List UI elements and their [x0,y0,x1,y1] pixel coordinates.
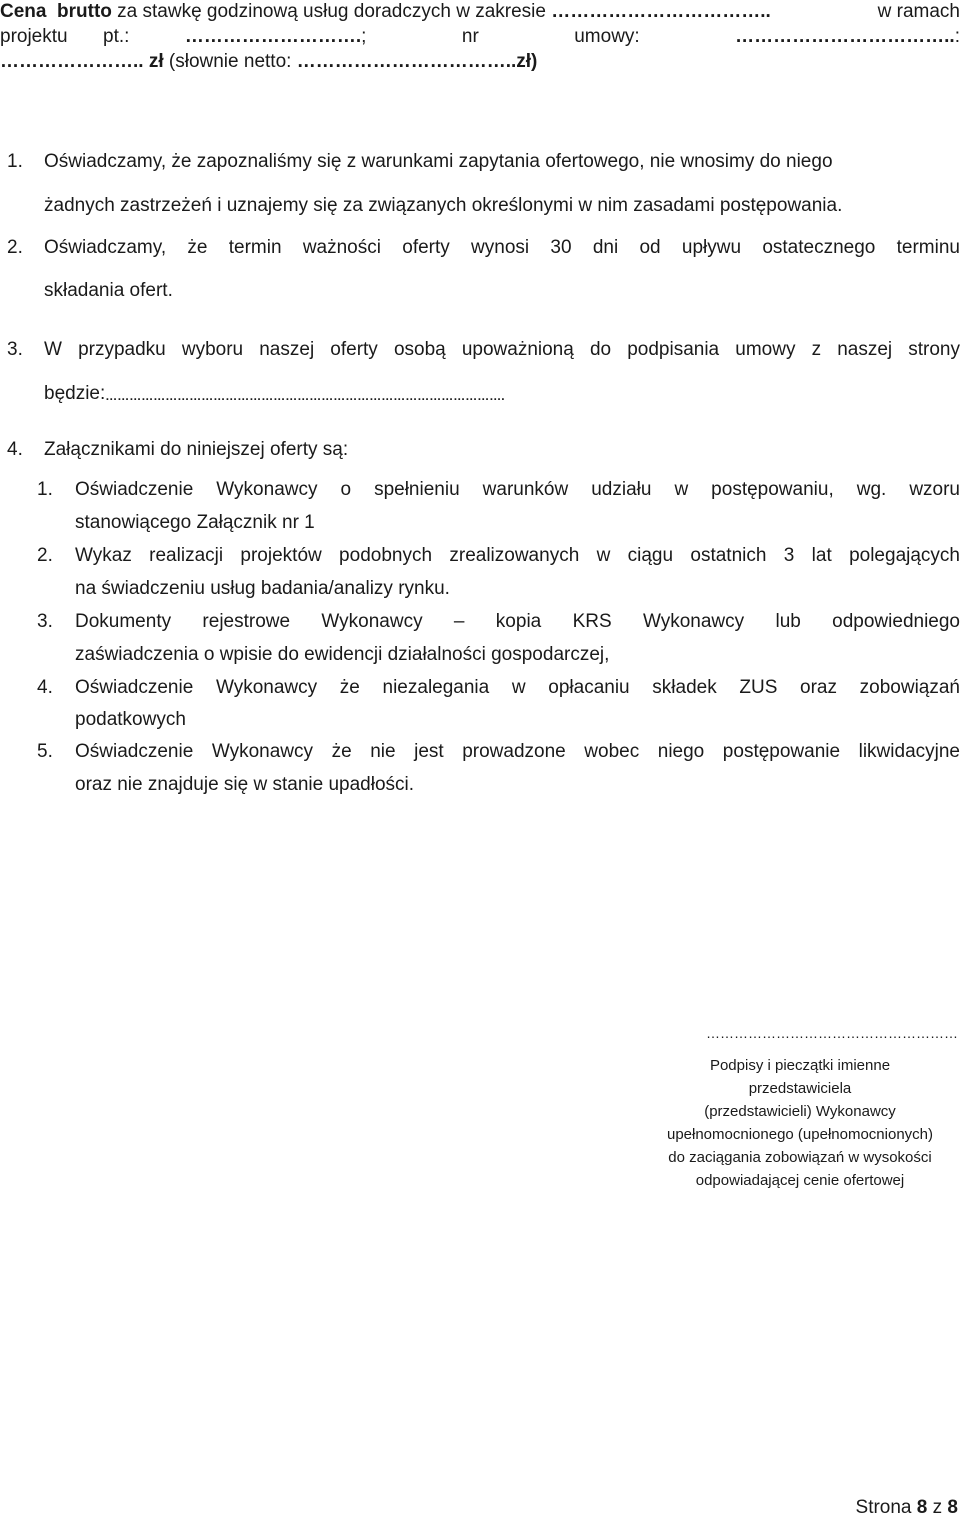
attachment-number: 1. [37,479,53,500]
total-pages: 8 [947,1497,958,1518]
declaration-text: składania ofert. [44,280,173,301]
declaration-1-line-1 [7,151,960,173]
price-label: Cena brutto [0,1,112,22]
attachment-number: 4. [37,677,53,698]
project-title-label: pt.: [103,26,130,47]
attachment-text: Dokumenty rejestrowe Wykonawcy – kopia KRS Wykonawcy lub odpowiedniego [75,611,960,632]
project-label: projektu [0,26,68,47]
attachment-text: Oświadczenie Wykonawcy że niezalegania w opłacaniu składek ZUS oraz zobowiązań [75,677,960,698]
declaration-3-line-1 [7,339,960,361]
declaration-number: 4. [7,439,23,460]
price-text: za stawkę godzinową usług doradczych w zakresie [111,1,552,22]
attachment-number: 2. [37,545,53,566]
attachment-3-line-2 [75,644,609,666]
declaration-3-line-2 [44,383,960,409]
separator: ; [361,26,367,47]
declaration-1-line-2 [44,195,960,217]
page-number [856,1497,958,1519]
price-text-end: w ramach [877,1,960,22]
current-page: 8 [916,1497,928,1518]
declaration-text: Oświadczamy, że zapoznaliśmy się z warunkami zapytania ofertowego, nie wnosimy do niego [44,151,833,172]
page-separator: z [927,1497,948,1518]
attachment-1-line-2 [75,512,315,534]
signature-block [640,1026,960,1192]
price-line-2 [0,25,960,49]
project-title-blank: ………………………. [184,26,362,47]
declaration-text: Załącznikami do niniejszej oferty są: [44,439,349,460]
colon: : [954,26,960,47]
signature-caption-line: Podpisy i pieczątki imienne [709,1057,891,1074]
attachment-text: stanowiącego Załącznik nr 1 [75,512,315,533]
attachment-text: oraz nie znajduje się w stanie upadłości. [75,774,415,795]
declaration-text: Oświadczamy, że termin ważności oferty wynosi 30 dni od upływu ostatecznego terminu [44,237,960,258]
words-blank: …………………………….. [296,51,517,72]
contract-label: umowy: [574,26,640,47]
attachment-4-line-2 [75,709,186,731]
declaration-number: 2. [7,237,23,258]
declaration-text: żadnych zastrzeżeń i uznajemy się za związanych określonymi w nim zasadami postępowania. [44,195,843,216]
attachment-3-line-1 [37,611,960,633]
signature-caption-line: odpowiadającej cenie ofertowej [695,1172,905,1189]
attachment-text: Oświadczenie Wykonawcy o spełnieniu warunków udziału w postępowaniu, wg. wzoru [75,479,960,500]
scope-blank: …………………………….. [551,1,771,22]
attachment-text: Oświadczenie Wykonawcy że nie jest prowadzone wobec niego postępowanie likwidacyjne [75,741,960,762]
attachment-number: 3. [37,611,53,632]
signature-caption-line: upełnomocnionego (upełnomocnionych) [666,1126,933,1143]
declaration-number: 3. [7,339,23,360]
attachment-text: na świadczeniu usług badania/analizy rynku. [75,578,450,599]
attachment-number: 5. [37,741,53,762]
contract-number-blank: …………………………….. [735,26,955,47]
signature-caption-line: (przedstawicieli) Wykonawcy [704,1103,896,1120]
attachment-5-line-1 [37,741,960,763]
currency-end: zł) [516,51,538,72]
contract-number-label: nr [461,26,479,47]
attachment-text: zaświadczenia o wpisie do ewidencji działalności gospodarczej, [75,644,610,665]
declaration-number: 1. [7,151,23,172]
price-line-3 [0,50,960,74]
declaration-2-line-2 [44,280,960,302]
representative-blank: ………………………………………………………………………………………. [105,389,505,403]
signature-caption-line: do zaciągania zobowiązań w wysokości [668,1149,932,1166]
attachment-1-line-1 [37,479,960,501]
signature-caption-line: przedstawiciela [748,1080,852,1097]
page-label: Strona [855,1497,917,1518]
declaration-text: W przypadku wyboru naszej oferty osobą upoważnioną do podpisania umowy z naszej strony [44,339,960,360]
price-line-1 [0,0,960,24]
declaration-2-line-1 [7,237,960,259]
declaration-4-line-1 [7,439,960,461]
representative-label: będzie: [44,383,106,404]
net-amount-blank: ………………….. zł [0,51,164,72]
attachment-text: podatkowych [75,709,186,730]
attachment-5-line-2 [75,774,414,796]
words-label: (słownie netto: [163,51,297,72]
attachment-text: Wykaz realizacji projektów podobnych zrealizowanych w ciągu ostatnich 3 lat polegających [75,545,960,566]
attachment-2-line-1 [37,545,960,567]
signature-line: ……………………………………………… [706,1025,958,1041]
attachment-2-line-2 [75,578,450,600]
attachment-4-line-1 [37,677,960,699]
